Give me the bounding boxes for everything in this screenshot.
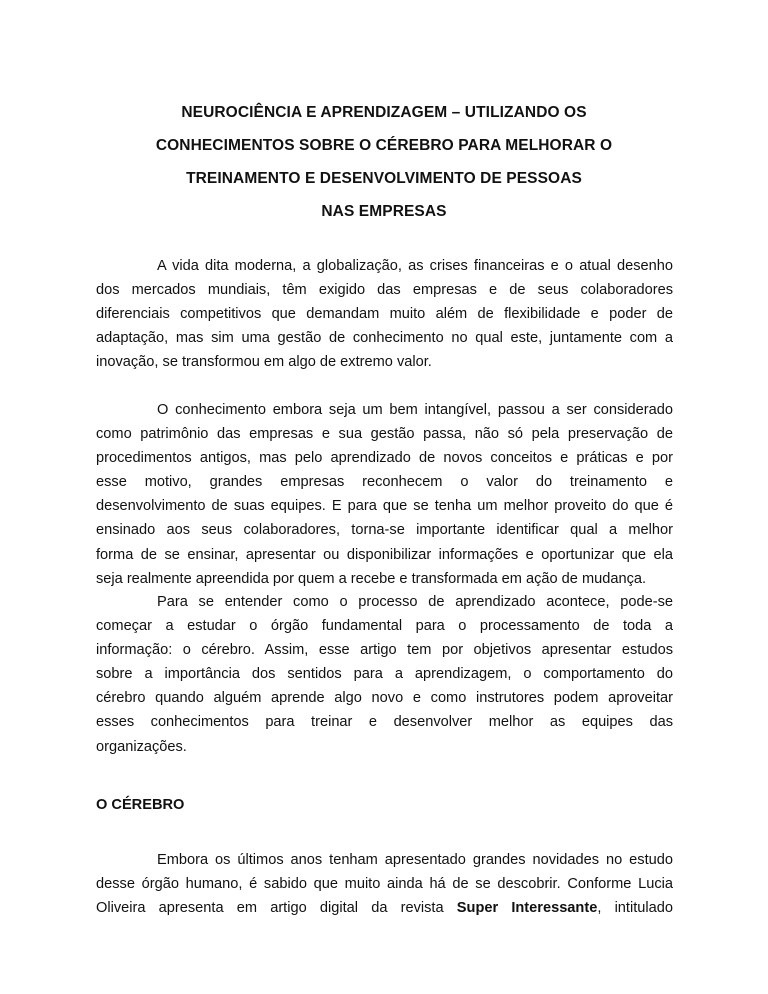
- paragraph-knowledge: [96, 398, 673, 591]
- paragraph-line-with-emphasis: [96, 896, 673, 920]
- paragraph-line: esses conhecimentos para treinar e desenvolver melhor as equipes das: [96, 714, 673, 731]
- paragraph-line: procedimentos antigos, mas pelo aprendizado de novos conceitos e práticas e por: [96, 450, 673, 467]
- paragraph-line: inovação, se transformou em algo de extremo valor.: [96, 354, 432, 371]
- paragraph-line: forma de se ensinar, apresentar ou disponibilizar informações e oportunizar que ela: [96, 546, 673, 563]
- paragraph-objectives: [96, 590, 673, 759]
- paragraph-brain: [96, 848, 673, 920]
- paragraph-intro: [96, 254, 673, 374]
- document-title: [96, 96, 672, 228]
- paragraph-line: adaptação, mas sim uma gestão de conhecimento no qual este, juntamente com a: [96, 330, 673, 347]
- paragraph-line: sobre a importância dos sentidos para a aprendizagem, o comportamento do: [96, 666, 673, 683]
- title-line: NAS EMPRESAS: [321, 203, 447, 220]
- paragraph-line: começar a estudar o órgão fundamental para o processamento de toda a: [96, 618, 673, 635]
- paragraph-line: diferenciais competitivos que demandam muito além de flexibilidade e poder de: [96, 306, 673, 323]
- paragraph-line: como patrimônio das empresas e sua gestão passa, não só pela preservação de: [96, 426, 673, 443]
- paragraph-line: O conhecimento embora seja um bem intangível, passou a ser considerado: [157, 402, 673, 418]
- magazine-name: Super Interessante: [456, 900, 598, 917]
- section-heading: O CÉREBRO: [96, 797, 185, 813]
- paragraph-line: A vida dita moderna, a globalização, as crises financeiras e o atual desenho: [157, 258, 673, 274]
- paragraph-line: esse motivo, grandes empresas reconhecem o valor do treinamento e: [96, 474, 673, 491]
- title-line: NEUROCIÊNCIA E APRENDIZAGEM – UTILIZANDO OS: [181, 104, 587, 121]
- text-segment: Oliveira apresenta em artigo digital da revista: [96, 900, 444, 917]
- paragraph-line: cérebro quando alguém aprende algo novo e como instrutores podem aproveitar: [96, 690, 673, 707]
- paragraph-line: dos mercados mundiais, têm exigido das empresas e de seus colaboradores: [96, 282, 673, 299]
- title-line: TREINAMENTO E DESENVOLVIMENTO DE PESSOAS: [186, 170, 582, 187]
- paragraph-line: organizações.: [96, 738, 187, 755]
- paragraph-line: seja realmente apreendida por quem a recebe e transformada em ação de mudança.: [96, 570, 647, 587]
- paragraph-line: Para se entender como o processo de aprendizado acontece, pode-se: [157, 594, 673, 610]
- paragraph-line: Embora os últimos anos tenham apresentado grandes novidades no estudo: [157, 852, 673, 868]
- paragraph-line: desse órgão humano, é sabido que muito ainda há de se descobrir. Conforme Lucia: [96, 876, 673, 893]
- title-line: CONHECIMENTOS SOBRE O CÉREBRO PARA MELHORAR O: [155, 137, 613, 154]
- paragraph-line: desenvolvimento de suas equipes. E para que se tenha um melhor proveito do que é: [96, 498, 673, 515]
- paragraph-line: ensinado aos seus colaboradores, torna-se importante identificar qual a melhor: [96, 522, 673, 539]
- paragraph-line: informação: o cérebro. Assim, esse artigo tem por objetivos apresentar estudos: [96, 642, 673, 659]
- text-segment: , intitulado: [597, 900, 673, 917]
